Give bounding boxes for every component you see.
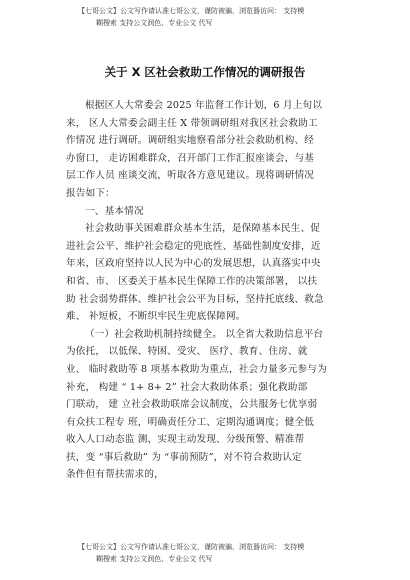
banner-top-line1: 【七哥公文】公文写作请认准七哥公文，谨防被骗，浏览器访问： 支持模 bbox=[78, 7, 305, 15]
body-line: 社会救助事关困难群众基本生活，是保障基本民生、促 bbox=[85, 223, 321, 235]
document-title: 关于 X 区社会救助工作情况的调研报告 bbox=[104, 65, 306, 79]
watermark-banner-bottom bbox=[78, 541, 378, 565]
banner-bottom-line1: 【七哥公文】公文写作请认准七哥公文，谨防被骗，浏览器访问： 支持模 bbox=[78, 543, 305, 551]
body-line: （一）社会救助机制持续健全。 以全省大救助信息平台 bbox=[85, 328, 324, 340]
body-line: 扶，变 “事后救助” 为 “事前预防”，对不符合救助认定 bbox=[66, 451, 302, 463]
body-line: 报告如下： bbox=[66, 187, 115, 199]
watermark-banner-top bbox=[78, 5, 378, 29]
section-heading: 一、基本情况 bbox=[85, 205, 144, 217]
body-line: 补充， 构建 “ 1+ 8+ 2” 社会大救助体系；强化救助部 bbox=[66, 381, 308, 393]
body-line: 有众扶工程专 班，明确责任分工、定期沟通调度；健全低 bbox=[66, 416, 315, 428]
body-line: 进社会公平、维护社会稳定的兜底性、基础性制度安排，近 bbox=[66, 240, 321, 252]
body-line: 条件但有帮扶需求的， bbox=[66, 469, 164, 481]
body-line: 来， 区人大常委会副主任 X 带领调研组对我区社会救助工 bbox=[66, 117, 318, 129]
document-body bbox=[66, 97, 350, 484]
body-line: 和省、市、 区委关于基本民生保障工作的决策部署， 以扶 bbox=[66, 275, 318, 287]
body-line: 为依托， 以低保、特困、受灾、 医疗、教育、住房、就 bbox=[66, 346, 308, 358]
body-line: 助 社会弱势群体、维护社会公平为目标，坚持托底线、救急 bbox=[66, 293, 324, 305]
body-line: 门联动， 建 立社会救助联席会议制度，公共服务七优享弱 bbox=[66, 399, 318, 411]
body-line: 作情况 进行调研。调研组实地察看部分社会救助机构、经 bbox=[66, 135, 315, 147]
body-line: 办窗口， 走访困难群众，召开部门工作汇报座谈会，与基 bbox=[66, 152, 315, 164]
body-line: 难、 补短板，不断织牢民生兜底保障网。 bbox=[66, 311, 246, 323]
banner-bottom-line2: 糊搜索 支持公文润色、专业公文 代写 bbox=[96, 555, 213, 563]
body-line: 业、 临时救助等 8 项基本救助为重点，社会力量多元参与为 bbox=[66, 363, 327, 375]
body-line: 收入人口动态监 测，实现主动发现、分级预警、精准帮 bbox=[66, 434, 305, 446]
body-line: 根据区人大常委会 2025 年监督工作计划，6 月上旬以 bbox=[85, 100, 323, 111]
body-line: 层工作人员 座谈交流，听取各方意见建议。现将调研情况 bbox=[66, 170, 315, 182]
body-line: 年来，区政府坚持以人民为中心的发展思想，认真落实中央 bbox=[66, 258, 321, 270]
banner-top-line2: 糊搜索 支持公文润色、专业公文 代写 bbox=[96, 19, 213, 27]
